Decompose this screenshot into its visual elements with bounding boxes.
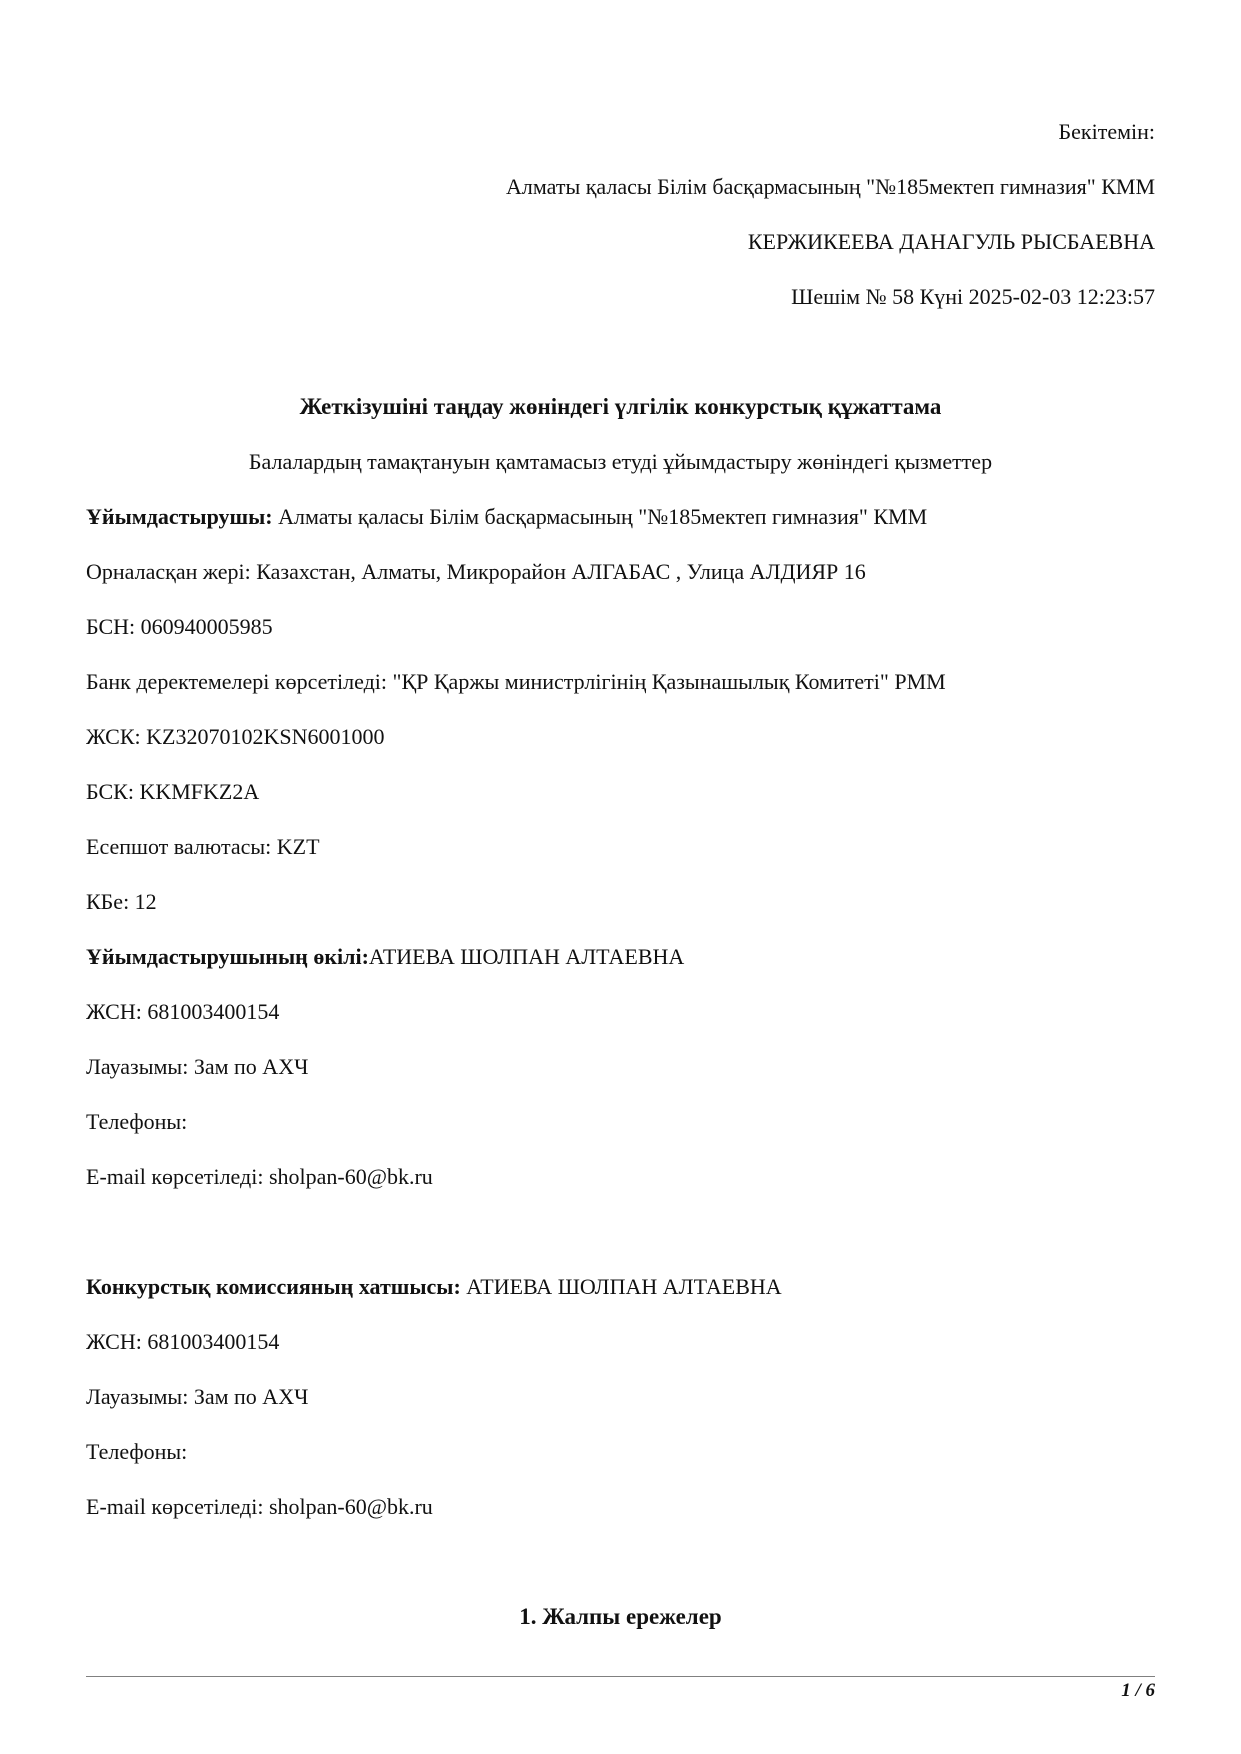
secretary-line [86, 1259, 1155, 1314]
representative-email: E-mail көрсетіледі: sholpan-60@bk.ru [86, 1164, 433, 1189]
organizer-zhsk: ЖСК: KZ32070102KSN6001000 [86, 724, 385, 749]
page-number: 1 / 6 [1121, 1680, 1155, 1701]
blank-line [86, 1534, 1155, 1589]
secretary-email: E-mail көрсетіледі: sholpan-60@bk.ru [86, 1494, 433, 1519]
organizer-account-currency: Есепшот валютасы: KZT [86, 834, 320, 859]
organizer-value: Алматы қаласы Білім басқармасының "№185мектеп гимназия" КММ [272, 504, 928, 529]
organizer-label: Ұйымдастырушы: [86, 504, 273, 529]
secretary-label: Конкурстық комиссияның хатшысы: [86, 1274, 461, 1299]
document-subtitle: Балалардың тамақтануын қамтамасыз етуді ұйымдастыру жөніндегі қызметтер [248, 449, 993, 474]
page-footer [86, 1676, 1155, 1702]
document-title: Жеткізушіні таңдау жөніндегі үлгілік конкурстық құжаттама [299, 394, 942, 419]
organizer-bsn: БСН: 060940005985 [86, 614, 273, 639]
organizer-line [86, 489, 1155, 544]
section-heading-general-provisions: 1. Жалпы ережелер [519, 1604, 722, 1629]
secretary-zhsn: ЖСН: 681003400154 [86, 1329, 280, 1354]
organizer-kbe: КБе: 12 [86, 889, 157, 914]
blank-line [86, 324, 1155, 379]
secretary-phones: Телефоны: [86, 1439, 188, 1464]
approval-line-bekitemin: Бекітемін: [1058, 119, 1155, 144]
secretary-position: Лауазымы: Зам по АХЧ [86, 1384, 309, 1409]
approval-line-decision-number-date: Шешім № 58 Күні 2025-02-03 12:23:57 [791, 284, 1155, 309]
organizer-bank-details: Банк деректемелері көрсетіледі: "ҚР Қаржы министрлігінің Қазынашылық Комитеті" РММ [86, 669, 946, 694]
representative-value: АТИЕВА ШОЛПАН АЛТАЕВНА [368, 944, 685, 969]
approval-line-organization: Алматы қаласы Білім басқармасының "№185мектеп гимназия" КММ [506, 174, 1155, 199]
approval-block [86, 104, 1155, 324]
organizer-location: Орналасқан жері: Казахстан, Алматы, Микрорайон АЛГАБАС , Улица АЛДИЯР 16 [86, 559, 866, 584]
representative-position: Лауазымы: Зам по АХЧ [86, 1054, 309, 1079]
blank-line [86, 1204, 1155, 1259]
representative-zhsn: ЖСН: 681003400154 [86, 999, 280, 1024]
representative-phones: Телефоны: [86, 1109, 188, 1134]
approval-line-approver-name: КЕРЖИКЕЕВА ДАНАГУЛЬ РЫСБАЕВНА [747, 229, 1155, 254]
secretary-value: АТИЕВА ШОЛПАН АЛТАЕВНА [460, 1274, 782, 1299]
representative-label: Ұйымдастырушының өкілі: [86, 944, 369, 969]
representative-line [86, 929, 1155, 984]
organizer-bsk: БСК: KKMFKZ2A [86, 779, 260, 804]
